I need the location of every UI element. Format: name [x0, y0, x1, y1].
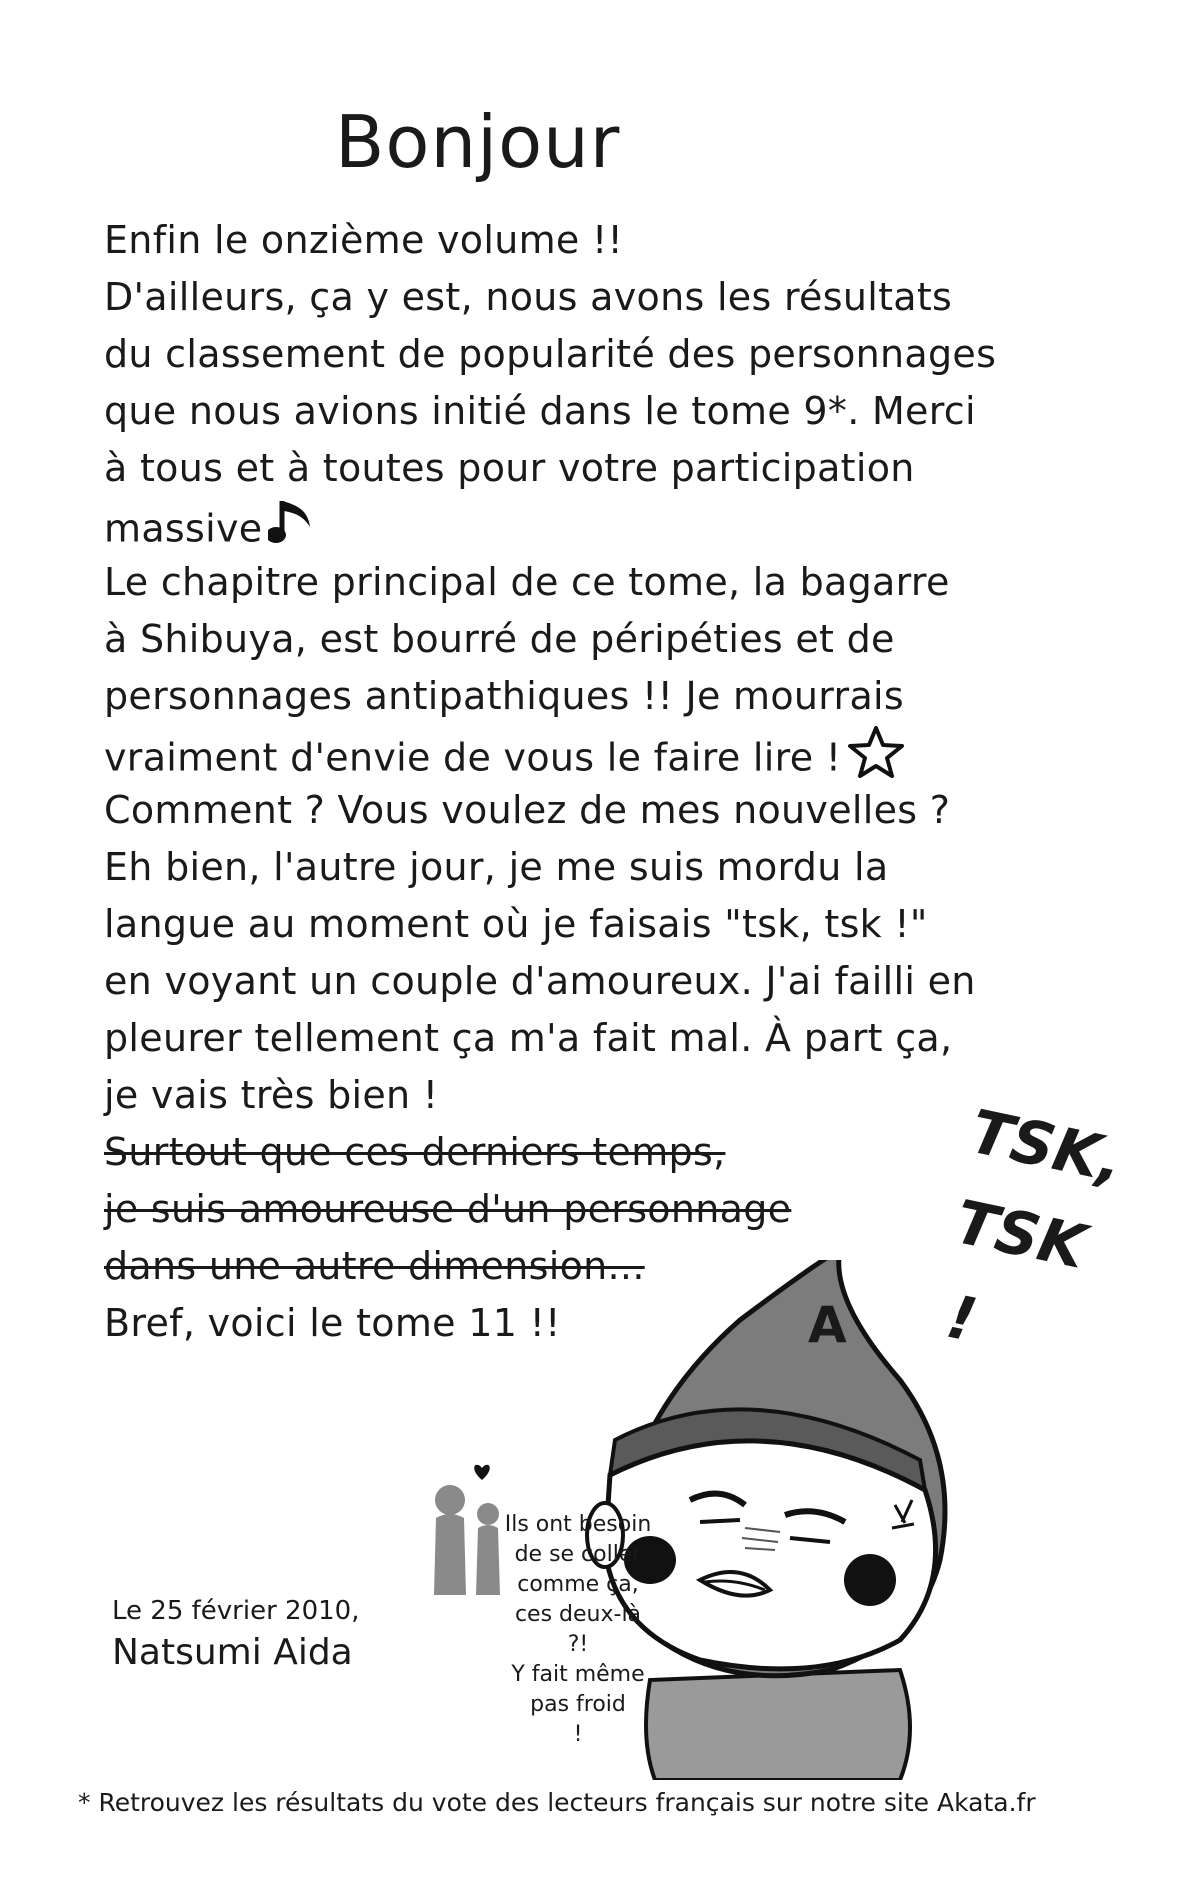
text-line: à Shibuya, est bourré de péripéties et de: [104, 617, 895, 661]
bubble-line: !: [573, 1722, 583, 1747]
signature-name: Natsumi Aida: [112, 1632, 353, 1673]
bubble-line: de se coller: [514, 1542, 642, 1567]
text-line: massive: [104, 506, 263, 551]
bubble-line: Y fait même: [511, 1662, 645, 1687]
text-line: que nous avions initié dans le tome 9*. Merci: [104, 389, 976, 433]
signature-date: Le 25 février 2010,: [112, 1596, 360, 1626]
page-title: Bonjour: [335, 100, 621, 184]
struck-line: Surtout que ces derniers temps,: [104, 1130, 726, 1174]
text-line: Eh bien, l'autre jour, je me suis mordu la: [104, 845, 889, 889]
struck-line: dans une autre dimension...: [104, 1244, 645, 1288]
text-line-with-icon: [104, 497, 1104, 554]
text-line: langue au moment où je faisais "tsk, tsk !": [104, 902, 928, 946]
text-line: pleurer tellement ça m'a fait mal. À part ça,: [104, 1016, 953, 1060]
text-line: personnages antipathiques !! Je mourrais: [104, 674, 905, 718]
hat-letter: A: [808, 1296, 847, 1354]
bubble-line: comme ça,: [517, 1572, 639, 1597]
text-line: D'ailleurs, ça y est, nous avons les résultats: [104, 275, 953, 319]
bubble-line: ces deux-là: [514, 1602, 642, 1627]
text-line: en voyant un couple d'amoureux. J'ai failli en: [104, 959, 976, 1003]
bubble-line: ?!: [567, 1632, 589, 1657]
text-line: Enfin le onzième volume !!: [104, 218, 624, 262]
text-line: Comment ? Vous voulez de mes nouvelles ?: [104, 788, 951, 832]
message-body: [104, 212, 1104, 1352]
footnote: * Retrouvez les résultats du vote des lecteurs français sur notre site Akata.fr: [78, 1788, 1036, 1817]
speech-bubble: [478, 1510, 678, 1750]
text-line: Le chapitre principal de ce tome, la bagarre: [104, 560, 950, 604]
bubble-line: pas froid: [530, 1692, 626, 1717]
text-line: du classement de popularité des personnages: [104, 332, 997, 376]
struck-line: je suis amoureuse d'un personnage: [104, 1187, 792, 1231]
sfx-text: TSK,: [964, 1096, 1130, 1198]
bubble-line: Ils ont besoin: [504, 1512, 652, 1537]
text-line: à tous et à toutes pour votre participation: [104, 446, 915, 490]
closing-line: Bref, voici le tome 11 !!: [104, 1301, 561, 1345]
text-line-with-icon: [104, 725, 1104, 782]
sfx-text: TSK: [949, 1187, 1092, 1283]
text-line: vraiment d'envie de vous le faire lire !: [104, 735, 842, 780]
heart-icon: [474, 1465, 490, 1480]
text-line: je vais très bien !: [104, 1073, 439, 1117]
signature-block: [112, 1596, 359, 1673]
sfx-text: !: [941, 1281, 983, 1357]
